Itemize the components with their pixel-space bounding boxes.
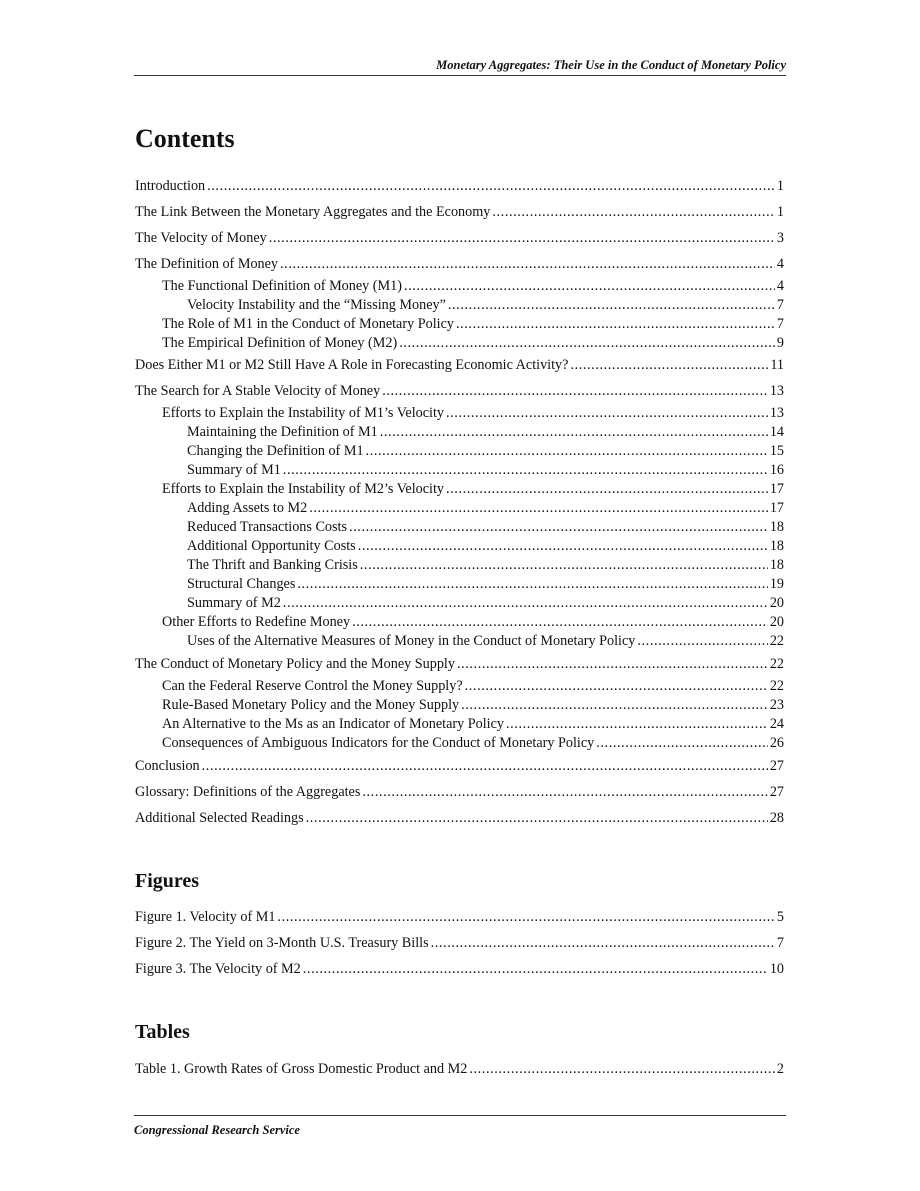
toc-entry-page: 4 bbox=[776, 278, 784, 294]
toc-leader bbox=[456, 315, 775, 333]
toc-entry[interactable] bbox=[135, 334, 784, 352]
toc-leader bbox=[360, 556, 768, 574]
toc-entry[interactable] bbox=[135, 575, 784, 593]
toc-entry-text: Efforts to Explain the Instability of M1’s Velocity bbox=[162, 405, 445, 421]
toc-leader bbox=[297, 575, 767, 593]
toc-entry[interactable] bbox=[135, 1060, 784, 1078]
toc-entry-text: Additional Opportunity Costs bbox=[187, 538, 356, 554]
toc-entry[interactable] bbox=[135, 315, 784, 333]
toc-entry[interactable] bbox=[135, 203, 784, 221]
toc-entry[interactable] bbox=[135, 255, 784, 273]
toc-entry[interactable] bbox=[135, 908, 784, 926]
toc-entry-text: Summary of M2 bbox=[187, 595, 281, 611]
toc-leader bbox=[280, 255, 775, 273]
toc-entry-page: 7 bbox=[776, 297, 784, 313]
toc-entry[interactable] bbox=[135, 757, 784, 775]
toc-entry-page: 3 bbox=[776, 230, 784, 246]
toc-entry-page: 1 bbox=[776, 204, 784, 220]
toc-leader bbox=[596, 734, 768, 752]
toc-entry-page: 14 bbox=[769, 424, 784, 440]
toc-entry-page: 27 bbox=[769, 784, 784, 800]
toc-entry-text: The Thrift and Banking Crisis bbox=[187, 557, 358, 573]
toc-entry-text: Velocity Instability and the “Missing Money” bbox=[187, 297, 446, 313]
toc-entry[interactable] bbox=[135, 499, 784, 517]
toc-entry-text: Table 1. Growth Rates of Gross Domestic Product and M2 bbox=[135, 1061, 468, 1077]
toc-leader bbox=[303, 960, 768, 978]
tables-title: Tables bbox=[135, 1021, 190, 1043]
toc-leader bbox=[637, 632, 767, 650]
toc-entry-text: Introduction bbox=[135, 178, 206, 194]
toc-entry-text: The Velocity of Money bbox=[135, 230, 267, 246]
toc-leader bbox=[457, 655, 768, 673]
toc-entry-text: Figure 1. Velocity of M1 bbox=[135, 909, 276, 925]
toc-entry[interactable] bbox=[135, 934, 784, 952]
toc-entry[interactable] bbox=[135, 356, 784, 374]
toc-entry-text: The Conduct of Monetary Policy and the Money Supply bbox=[135, 656, 455, 672]
toc-entry-page: 26 bbox=[769, 735, 784, 751]
toc-leader bbox=[465, 677, 768, 695]
toc-entry-page: 15 bbox=[769, 443, 784, 459]
toc-entry[interactable] bbox=[135, 277, 784, 295]
toc-leader bbox=[404, 277, 775, 295]
toc-entry-text: Summary of M1 bbox=[187, 462, 281, 478]
toc-entry-text: Uses of the Alternative Measures of Money in the Conduct of Monetary Policy bbox=[187, 633, 636, 649]
toc-leader bbox=[446, 404, 768, 422]
toc-entry[interactable] bbox=[135, 632, 784, 650]
toc-leader bbox=[469, 1060, 775, 1078]
toc-entry-page: 10 bbox=[769, 961, 784, 977]
toc-entry-text: Changing the Definition of M1 bbox=[187, 443, 364, 459]
toc-entry-page: 18 bbox=[769, 557, 784, 573]
toc-entry-text: Other Efforts to Redefine Money bbox=[162, 614, 351, 630]
toc-entry[interactable] bbox=[135, 594, 784, 612]
toc-entry-page: 7 bbox=[776, 935, 784, 951]
toc-entry-page: 19 bbox=[769, 576, 784, 592]
toc-leader bbox=[492, 203, 775, 221]
toc-entry-text: Figure 2. The Yield on 3-Month U.S. Treasury Bills bbox=[135, 935, 429, 951]
toc-entry-text: The Definition of Money bbox=[135, 256, 279, 272]
toc-entry-page: 20 bbox=[769, 614, 784, 630]
toc-leader bbox=[309, 499, 768, 517]
toc-entry[interactable] bbox=[135, 960, 784, 978]
toc-leader bbox=[366, 442, 768, 460]
toc-entry-page: 17 bbox=[769, 500, 784, 516]
figures-title: Figures bbox=[135, 870, 200, 892]
toc-leader bbox=[352, 613, 768, 631]
toc-entry-page: 17 bbox=[769, 481, 784, 497]
toc-entry-page: 5 bbox=[776, 909, 784, 925]
toc-entry-page: 22 bbox=[769, 678, 784, 694]
toc-entry-page: 23 bbox=[769, 697, 784, 713]
toc-entry[interactable] bbox=[135, 613, 784, 631]
toc-entry[interactable] bbox=[135, 556, 784, 574]
toc-entry[interactable] bbox=[135, 677, 784, 695]
toc-leader bbox=[382, 382, 768, 400]
page-footer bbox=[134, 1115, 786, 1139]
toc-entry[interactable] bbox=[135, 177, 784, 195]
running-header-title: Monetary Aggregates: Their Use in the Conduct of Monetary Policy bbox=[436, 58, 786, 72]
running-header bbox=[134, 56, 786, 76]
toc-entry-page: 16 bbox=[769, 462, 784, 478]
toc-entry-text: An Alternative to the Ms as an Indicator of Monetary Policy bbox=[162, 716, 504, 732]
toc-entry[interactable] bbox=[135, 461, 784, 479]
toc-leader bbox=[570, 356, 768, 374]
toc-entry-text: Adding Assets to M2 bbox=[187, 500, 308, 516]
toc-leader bbox=[380, 423, 768, 441]
toc-entry-page: 1 bbox=[776, 178, 784, 194]
toc-entry-text: Can the Federal Reserve Control the Money Supply? bbox=[162, 678, 463, 694]
contents-title: Contents bbox=[135, 124, 235, 153]
toc-entry[interactable] bbox=[135, 296, 784, 314]
toc-entry[interactable] bbox=[135, 423, 784, 441]
toc-leader bbox=[362, 783, 767, 801]
toc-entry-text: Additional Selected Readings bbox=[135, 810, 304, 826]
toc-entry-page: 13 bbox=[769, 405, 784, 421]
toc-entry-text: The Link Between the Monetary Aggregates and the Economy bbox=[135, 204, 491, 220]
toc-leader bbox=[349, 518, 768, 536]
toc-entry[interactable] bbox=[135, 382, 784, 400]
toc-leader bbox=[269, 229, 775, 247]
toc-entry-text: Reduced Transactions Costs bbox=[187, 519, 348, 535]
toc-entry[interactable] bbox=[135, 537, 784, 555]
toc-entry[interactable] bbox=[135, 404, 784, 422]
toc-entry-page: 22 bbox=[769, 633, 784, 649]
toc-entry[interactable] bbox=[135, 655, 784, 673]
toc-entry-text: Glossary: Definitions of the Aggregates bbox=[135, 784, 361, 800]
toc-entry-text: Does Either M1 or M2 Still Have A Role in Forecasting Economic Activity? bbox=[135, 357, 569, 373]
toc-leader bbox=[207, 177, 775, 195]
toc-entry-page: 20 bbox=[769, 595, 784, 611]
toc-entry[interactable] bbox=[135, 480, 784, 498]
toc-entry-page: 27 bbox=[769, 758, 784, 774]
toc-leader bbox=[283, 461, 768, 479]
toc-leader bbox=[448, 296, 775, 314]
toc-entry-page: 22 bbox=[769, 656, 784, 672]
toc-leader bbox=[202, 757, 768, 775]
toc-entry-page: 4 bbox=[776, 256, 784, 272]
toc-entry-text: Structural Changes bbox=[187, 576, 296, 592]
toc-leader bbox=[431, 934, 775, 952]
toc-entry-text: Conclusion bbox=[135, 758, 200, 774]
toc-leader bbox=[358, 537, 768, 555]
footer-publisher: Congressional Research Service bbox=[134, 1123, 300, 1137]
toc-entry[interactable] bbox=[135, 783, 784, 801]
toc-leader bbox=[506, 715, 768, 733]
toc-leader bbox=[399, 334, 775, 352]
toc-leader bbox=[283, 594, 768, 612]
toc-entry-page: 2 bbox=[776, 1061, 784, 1077]
toc-entry-text: Figure 3. The Velocity of M2 bbox=[135, 961, 301, 977]
toc-entry[interactable] bbox=[135, 715, 784, 733]
toc-entry-text: The Functional Definition of Money (M1) bbox=[162, 278, 402, 294]
toc-entry-text: Maintaining the Definition of M1 bbox=[187, 424, 378, 440]
toc-entry-page: 13 bbox=[769, 383, 784, 399]
toc-entry-page: 18 bbox=[769, 519, 784, 535]
toc-entry-page: 24 bbox=[769, 716, 784, 732]
toc-entry-text: The Search for A Stable Velocity of Money bbox=[135, 383, 381, 399]
toc-entry-page: 9 bbox=[776, 335, 784, 351]
toc-entry[interactable] bbox=[135, 696, 784, 714]
toc-entry-text: Rule-Based Monetary Policy and the Money Supply bbox=[162, 697, 460, 713]
toc-entry-text: The Role of M1 in the Conduct of Monetary Policy bbox=[162, 316, 454, 332]
toc-entry-page: 18 bbox=[769, 538, 784, 554]
toc-entry-text: The Empirical Definition of Money (M2) bbox=[162, 335, 398, 351]
toc-entry-page: 28 bbox=[769, 810, 784, 826]
toc-entry[interactable] bbox=[135, 518, 784, 536]
toc-entry-page: 11 bbox=[770, 357, 784, 373]
toc-entry[interactable] bbox=[135, 809, 784, 827]
toc-entry-page: 7 bbox=[776, 316, 784, 332]
toc-leader bbox=[277, 908, 774, 926]
toc-entry[interactable] bbox=[135, 229, 784, 247]
toc-leader bbox=[306, 809, 768, 827]
toc-entry[interactable] bbox=[135, 734, 784, 752]
toc-entry[interactable] bbox=[135, 442, 784, 460]
toc-leader bbox=[461, 696, 768, 714]
toc-entry-text: Consequences of Ambiguous Indicators for the Conduct of Monetary Policy bbox=[162, 735, 595, 751]
toc-entry-text: Efforts to Explain the Instability of M2’s Velocity bbox=[162, 481, 445, 497]
toc-leader bbox=[446, 480, 768, 498]
